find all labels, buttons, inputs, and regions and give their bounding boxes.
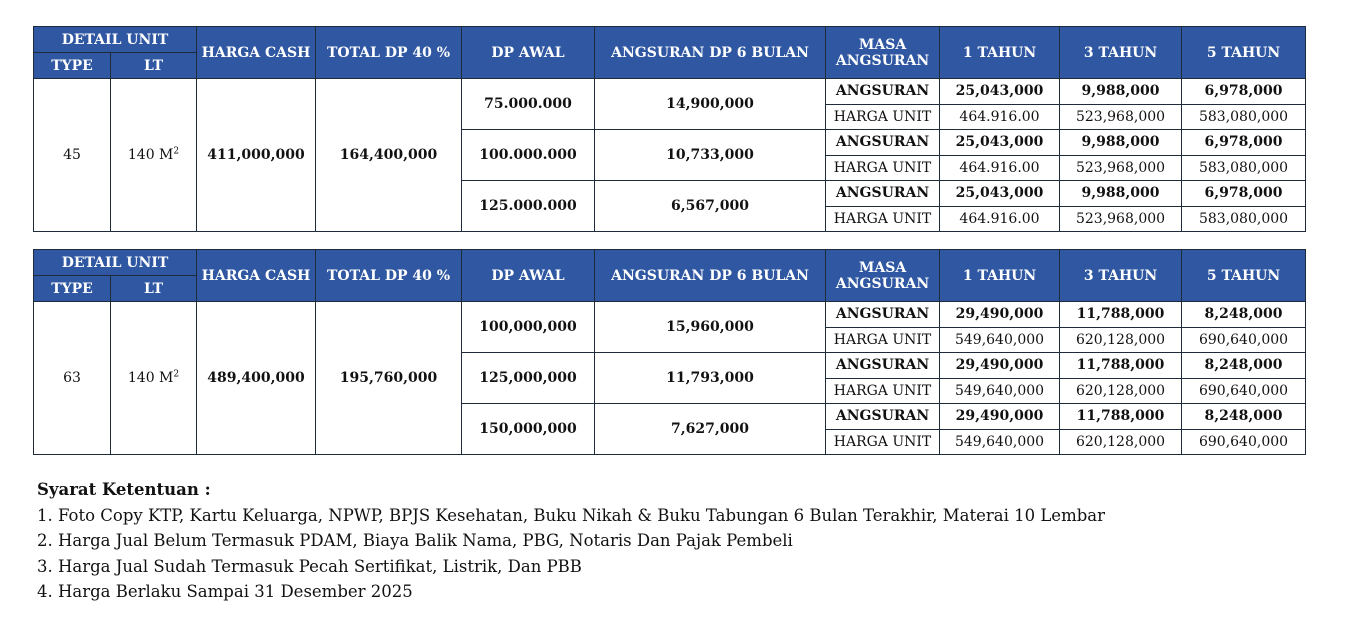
angsuran-5-tahun: 6,978,000: [1182, 130, 1306, 156]
angsuran-3-tahun: 11,788,000: [1060, 353, 1182, 379]
dp-awal: 125,000,000: [462, 353, 595, 404]
dp-awal: 75.000.000: [462, 79, 595, 130]
angsuran-dp-header: ANGSURAN DP 6 BULAN: [595, 250, 826, 302]
harga-unit-1-tahun: 464.916.00: [940, 104, 1060, 130]
harga-cash-header: HARGA CASH: [197, 27, 316, 79]
dp-awal: 150,000,000: [462, 404, 595, 455]
angsuran-1-tahun: 25,043,000: [940, 181, 1060, 207]
angsuran-label: ANGSURAN: [826, 404, 940, 430]
harga-unit-3-tahun: 523,968,000: [1060, 155, 1182, 181]
lt-header: LT: [111, 53, 197, 79]
harga-unit-5-tahun: 583,080,000: [1182, 104, 1306, 130]
terms-item: 4. Harga Berlaku Sampai 31 Desember 2025: [37, 582, 413, 601]
angsuran-3-tahun: 9,988,000: [1060, 79, 1182, 105]
angsuran-1-tahun: 29,490,000: [940, 404, 1060, 430]
angsuran-dp: 10,733,000: [595, 130, 826, 181]
harga-unit-1-tahun: 549,640,000: [940, 378, 1060, 404]
dp-awal-header: DP AWAL: [462, 250, 595, 302]
year-5-header: 5 TAHUN: [1182, 27, 1306, 79]
angsuran-label: ANGSURAN: [826, 130, 940, 156]
harga-unit-label: HARGA UNIT: [826, 429, 940, 455]
total-dp-header: TOTAL DP 40 %: [316, 250, 462, 302]
harga-cash-header: HARGA CASH: [197, 250, 316, 302]
dp-awal: 100.000.000: [462, 130, 595, 181]
harga-unit-3-tahun: 620,128,000: [1060, 327, 1182, 353]
terms-title: Syarat Ketentuan :: [37, 480, 211, 499]
masa-angsuran-header: MASA ANGSURAN: [826, 27, 940, 79]
land-area: 140 $M^2$: [111, 302, 197, 455]
year-5-header: 5 TAHUN: [1182, 250, 1306, 302]
angsuran-dp: 11,793,000: [595, 353, 826, 404]
terms-item: 3. Harga Jual Sudah Termasuk Pecah Sertifikat, Listrik, Dan PBB: [37, 556, 582, 576]
angsuran-3-tahun: 9,988,000: [1060, 130, 1182, 156]
angsuran-1-tahun: 25,043,000: [940, 79, 1060, 105]
lt-header: LT: [111, 276, 197, 302]
total-dp-header: TOTAL DP 40 %: [316, 27, 462, 79]
dp-awal: 100,000,000: [462, 302, 595, 353]
dp-awal: 125.000.000: [462, 181, 595, 232]
type-header: TYPE: [34, 276, 111, 302]
angsuran-label: ANGSURAN: [826, 181, 940, 207]
angsuran-5-tahun: 8,248,000: [1182, 404, 1306, 430]
detail-unit-header: DETAIL UNIT: [34, 250, 197, 276]
harga-unit-1-tahun: 549,640,000: [940, 429, 1060, 455]
unit-type: 45: [34, 79, 111, 232]
angsuran-1-tahun: 29,490,000: [940, 302, 1060, 328]
harga-unit-3-tahun: 620,128,000: [1060, 429, 1182, 455]
terms-item: 1. Foto Copy KTP, Kartu Keluarga, NPWP, BPJS Kesehatan, Buku Nikah & Buku Tabungan 6 Bulan Terakhir, Materai 10 Lembar: [37, 505, 1106, 525]
angsuran-5-tahun: 6,978,000: [1182, 181, 1306, 207]
price-table-type-63: [33, 249, 1306, 455]
harga-unit-5-tahun: 690,640,000: [1182, 429, 1306, 455]
dp-awal-header: DP AWAL: [462, 27, 595, 79]
year-1-header: 1 TAHUN: [940, 27, 1060, 79]
unit-type: 63: [34, 302, 111, 455]
harga-cash: 411,000,000: [197, 79, 316, 232]
angsuran-dp: 14,900,000: [595, 79, 826, 130]
detail-unit-header: DETAIL UNIT: [34, 27, 197, 53]
angsuran-label: ANGSURAN: [826, 353, 940, 379]
harga-unit-5-tahun: 583,080,000: [1182, 206, 1306, 232]
harga-unit-1-tahun: 464.916.00: [940, 155, 1060, 181]
terms-and-conditions: [37, 477, 1105, 605]
harga-unit-3-tahun: 523,968,000: [1060, 206, 1182, 232]
angsuran-dp: 7,627,000: [595, 404, 826, 455]
angsuran-1-tahun: 25,043,000: [940, 130, 1060, 156]
total-dp: 164,400,000: [316, 79, 462, 232]
terms-item: 2. Harga Jual Belum Termasuk PDAM, Biaya Balik Nama, PBG, Notaris Dan Pajak Pembeli: [37, 531, 793, 550]
year-1-header: 1 TAHUN: [940, 250, 1060, 302]
angsuran-5-tahun: 8,248,000: [1182, 302, 1306, 328]
harga-unit-5-tahun: 690,640,000: [1182, 378, 1306, 404]
angsuran-dp: 6,567,000: [595, 181, 826, 232]
angsuran-dp: 15,960,000: [595, 302, 826, 353]
harga-unit-label: HARGA UNIT: [826, 327, 940, 353]
price-table-type-45: [33, 26, 1306, 232]
harga-unit-1-tahun: 464.916.00: [940, 206, 1060, 232]
harga-unit-3-tahun: 620,128,000: [1060, 378, 1182, 404]
masa-angsuran-header: MASA ANGSURAN: [826, 250, 940, 302]
angsuran-3-tahun: 9,988,000: [1060, 181, 1182, 207]
angsuran-label: ANGSURAN: [826, 79, 940, 105]
angsuran-dp-header: ANGSURAN DP 6 BULAN: [595, 27, 826, 79]
type-header: TYPE: [34, 53, 111, 79]
harga-unit-5-tahun: 690,640,000: [1182, 327, 1306, 353]
angsuran-label: ANGSURAN: [826, 302, 940, 328]
year-3-header: 3 TAHUN: [1060, 250, 1182, 302]
harga-unit-5-tahun: 583,080,000: [1182, 155, 1306, 181]
harga-unit-label: HARGA UNIT: [826, 104, 940, 130]
angsuran-5-tahun: 6,978,000: [1182, 79, 1306, 105]
year-3-header: 3 TAHUN: [1060, 27, 1182, 79]
angsuran-3-tahun: 11,788,000: [1060, 302, 1182, 328]
harga-unit-1-tahun: 549,640,000: [940, 327, 1060, 353]
harga-unit-3-tahun: 523,968,000: [1060, 104, 1182, 130]
angsuran-1-tahun: 29,490,000: [940, 353, 1060, 379]
harga-cash: 489,400,000: [197, 302, 316, 455]
total-dp: 195,760,000: [316, 302, 462, 455]
harga-unit-label: HARGA UNIT: [826, 378, 940, 404]
land-area: 140 $M^2$: [111, 79, 197, 232]
angsuran-5-tahun: 8,248,000: [1182, 353, 1306, 379]
harga-unit-label: HARGA UNIT: [826, 155, 940, 181]
angsuran-3-tahun: 11,788,000: [1060, 404, 1182, 430]
harga-unit-label: HARGA UNIT: [826, 206, 940, 232]
